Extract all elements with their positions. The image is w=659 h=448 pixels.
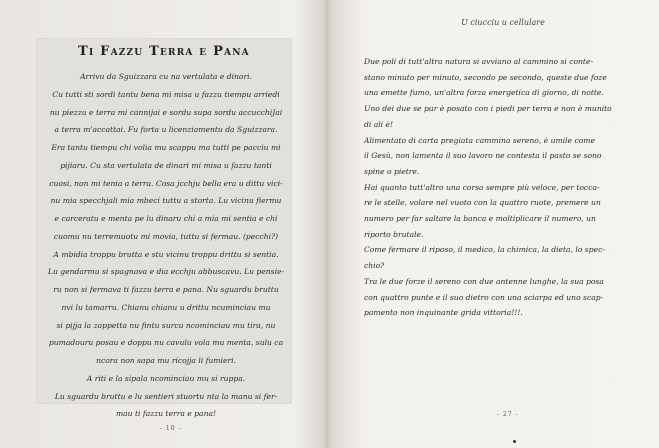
poem-line: Era tantu tiempu chi volia mu scappu ma tutti pe pacciu mi — [51, 143, 281, 152]
poem-box — [36, 38, 292, 419]
prose-line: re le stelle, volare nel vuoto con la quattro ruote, premere un — [364, 198, 601, 208]
poem-line: si pijja la zappetta nu fintu surcu ncominciau mu tira, nu — [56, 320, 276, 330]
prose-line: Alimentato di carta pregiata cammina sereno, è umile come — [364, 135, 595, 145]
poem-line: mau ti fazzu terra e pana! — [115, 409, 217, 419]
prose-line: con quattro punte e il suo dietro con una sciarpa ed uno scap- — [364, 292, 604, 302]
poem-line: pijiaru. Cu sta vertulata de dinari mi misa u fazzu tanti — [60, 160, 272, 170]
poem-line: e carceratu e menta pe lu dinaru chi a mia mi sentia e chi — [54, 214, 278, 223]
poem-line: cuomu nu terremuotu mi movia, tuttu si fermau. (pecchi?) — [53, 231, 279, 241]
prose-line: una emette fumo, un'altra forza energetica di giorno, di notte. — [364, 88, 604, 98]
poem-line: ru non si fermava ti fazzu terra e pana. Nu sguardu bruttu — [53, 285, 279, 294]
print-mark — [513, 440, 516, 443]
poem-line: Lu gendarmu si spagnava e dia ecchju abbuscavu. Lu pensie- — [47, 267, 285, 277]
prose-line: Due poli di tutt'altra natura si avviano al cammino si conte- — [364, 57, 594, 66]
prose-line: pamento non inquinante grida vittoria!!!. — [364, 308, 523, 318]
page-number-left: - 10 - — [160, 425, 182, 432]
poem-line: a terra m'accattai. Fu forta u licenziamentu da Sguizzara. — [54, 125, 278, 135]
running-head: U ciucciu u cellulare — [461, 18, 545, 27]
prose-line: Hai quanto tutt'altro una corsa sempre più veloce, per tocca- — [364, 182, 600, 192]
poem-line: ncora non sapa mu ricojja li fumieri. — [96, 356, 236, 365]
prose-line: chio? — [364, 261, 385, 271]
prose-line: numero per far saltare la banca e moltiplicare il numero, un — [364, 214, 596, 224]
poem-line: nu mia specchjali mia mbeci tuttu a storta. Lu vicinu fiermu — [50, 196, 282, 206]
poem-line: cuosi, non mi tenia a terra. Cosa jcchju bella era u dittu vici- — [49, 178, 283, 188]
prose-body — [364, 54, 634, 321]
prose-line: spine o pietre. — [364, 166, 420, 176]
prose-line: riporto brutale. — [364, 229, 424, 239]
poem-line: pumadouru posau e doppu nu cavulu vola mu menta, sulu ca — [48, 338, 284, 348]
prose-line: stano minuto per minuto, secondo pe secondo, queste due foze — [364, 72, 607, 82]
prose-line: di ali è! — [364, 119, 394, 129]
poem-title: Ti Fazzu Terra e Pana — [78, 44, 250, 59]
poem-line: A mbidia troppu brutta e stu vicinu troppu drittu si sentia. — [53, 249, 279, 259]
poem-body — [46, 68, 286, 423]
prose-line: Uno dei due se pur è posato con i piedi per terra e non è munito — [364, 104, 612, 114]
poem-line: Arrivu da Sguizzara cu na vertulata e dinari. — [80, 72, 252, 81]
poem-line: A riti e la sipala ncominciau mu si ruppa. — [86, 373, 246, 383]
prose-line: il Gesù, non lamenta il suo lavoro ne contesta il pasto se sono — [364, 151, 602, 161]
poem-line: nu piezzu e terra mi cannijai e sordu supa sordu accucchiJai — [49, 107, 283, 117]
poem-line: Cu tutti sti sordi tantu bena mi misa u fazzu tiempu arriedi — [52, 89, 280, 99]
poem-line: nvi lu tamarru. Chianu chianu u drittu ncuminciau mu — [61, 302, 271, 312]
left-page — [0, 0, 326, 448]
prose-line: Tra le due forze il sereno con due antenne lunghe, la sua posa — [364, 276, 604, 286]
prose-line: Come fermare il riposo, il medico, la chimica, la dieta, lo spec- — [364, 245, 605, 255]
page-number-right: - 27 - — [497, 411, 519, 418]
poem-line: Lu sguardu bruttu e lu sentieri stuortu nta la manu si fer- — [54, 391, 278, 401]
